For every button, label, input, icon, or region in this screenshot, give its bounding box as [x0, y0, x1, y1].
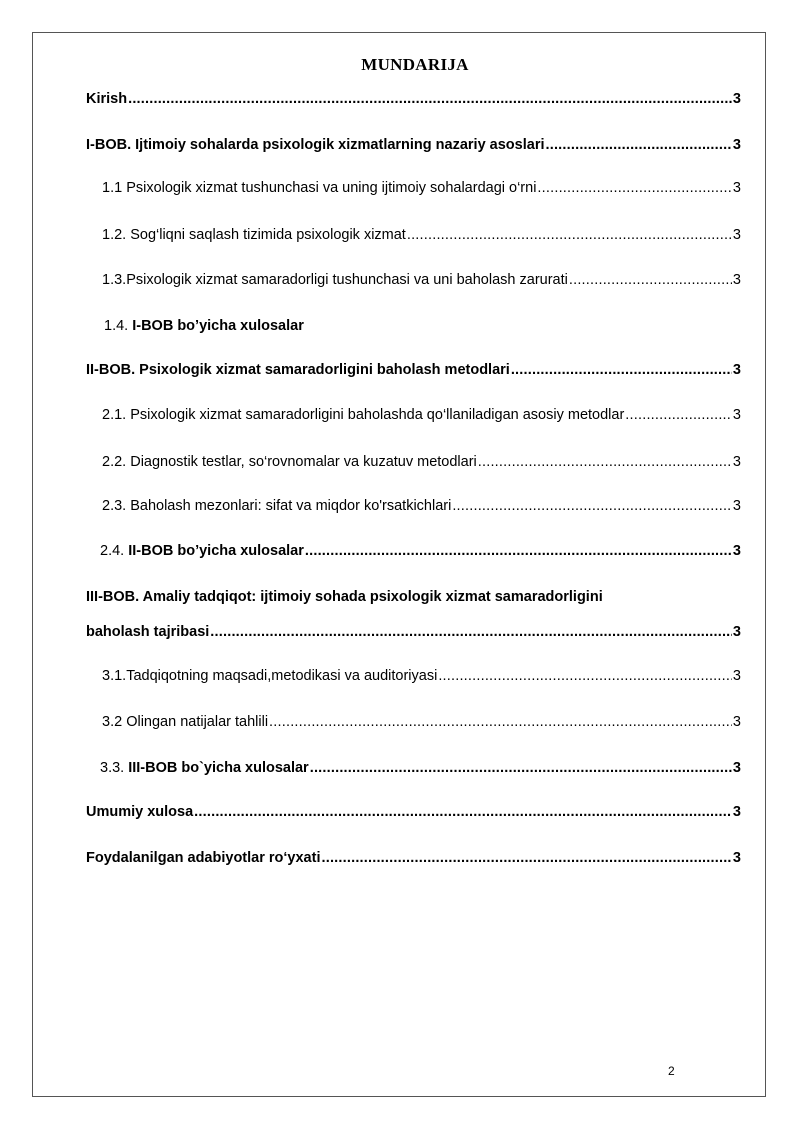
toc-entry-number: 1.1	[102, 180, 127, 196]
toc-entry-chapter-3[interactable]	[86, 622, 741, 642]
dot-leader	[321, 848, 731, 868]
toc-entry-page: 3	[732, 760, 741, 776]
toc-entry-1-1[interactable]	[102, 178, 741, 198]
dot-leader	[310, 758, 732, 778]
dot-leader	[478, 452, 732, 472]
dot-leader	[407, 225, 732, 245]
toc-entry-chapter-2[interactable]	[86, 360, 741, 380]
dot-leader	[625, 405, 732, 425]
toc-entry-label: II-BOB bo’yicha xulosalar	[128, 543, 304, 559]
toc-entry-number: 1.3.	[102, 272, 127, 288]
dot-leader	[452, 496, 732, 516]
dot-leader	[569, 270, 732, 290]
toc-entry-chapter-1[interactable]	[86, 135, 741, 155]
dot-leader	[194, 802, 732, 822]
toc-entry-references[interactable]	[86, 848, 741, 868]
toc-entry-3-1[interactable]	[102, 666, 741, 686]
toc-entry-label: Kirish	[86, 91, 128, 107]
toc-entry-label: Baholash mezonlari: sifat va miqdor ko'rsatkichlari	[130, 498, 452, 514]
dot-leader	[511, 360, 732, 380]
toc-entry-number: 3.1.	[102, 668, 127, 684]
toc-entry-page: 3	[732, 543, 741, 559]
toc-entry-number: 1.4.	[104, 318, 133, 334]
toc-entry-label: I-BOB. Ijtimoiy sohalarda psixologik xizmatlarning nazariy asoslari	[86, 137, 545, 153]
dot-leader	[269, 712, 732, 732]
toc-entry-page: 3	[732, 407, 741, 423]
page-number: 2	[668, 1064, 675, 1078]
toc-entry-page: 3	[732, 91, 741, 107]
dot-leader	[128, 89, 732, 109]
toc-entry-umumiy-xulosa[interactable]	[86, 802, 741, 822]
toc-entry-3-3[interactable]	[100, 758, 741, 778]
toc-entry-number: 2.1.	[102, 407, 131, 423]
toc-entry-2-3[interactable]	[102, 496, 741, 516]
toc-entry-page: 3	[732, 362, 741, 378]
toc-entry-number: 3.2	[102, 714, 127, 730]
toc-entry-1-4[interactable]	[104, 316, 743, 336]
toc-entry-page: 3	[732, 624, 741, 640]
dot-leader	[546, 135, 732, 155]
toc-entry-chapter-3-line-1[interactable]: III-BOB. Amaliy tadqiqot: ijtimoiy sohada psixologik xizmat samaradorligini	[86, 589, 603, 605]
toc-entry-3-2[interactable]	[102, 712, 741, 732]
toc-entry-label: Psixologik xizmat samaradorligini baholashda qo‘llaniladigan asosiy metodlar	[130, 407, 625, 423]
toc-entry-1-3[interactable]	[102, 270, 741, 290]
toc-entry-kirish[interactable]	[86, 89, 741, 109]
toc-entry-page: 3	[732, 180, 741, 196]
toc-entry-page: 3	[732, 498, 741, 514]
toc-entry-label: Sog‘liqni saqlash tizimida psixologik xizmat	[130, 227, 406, 243]
toc-entry-label: Psixologik xizmat samaradorligi tushunchasi va uni baholash zarurati	[126, 272, 568, 288]
toc-entry-page: 3	[732, 850, 741, 866]
toc-entry-label: Foydalanilgan adabiyotlar ro‘yxati	[86, 850, 321, 866]
toc-entry-page: 3	[732, 714, 741, 730]
toc-entry-label: Psixologik xizmat tushunchasi va uning ijtimoiy sohalardagi o‘rni	[126, 180, 537, 196]
dot-leader	[537, 178, 732, 198]
toc-entry-label: Olingan natijalar tahlili	[126, 714, 269, 730]
toc-entry-page: 3	[732, 454, 741, 470]
toc-entry-label: II-BOB. Psixologik xizmat samaradorligini baholash metodlari	[86, 362, 510, 378]
toc-entry-page: 3	[732, 227, 741, 243]
toc-entry-page: 3	[732, 137, 741, 153]
toc-entry-2-2[interactable]	[102, 452, 741, 472]
toc-entry-number: 2.2.	[102, 454, 131, 470]
toc-entry-2-1[interactable]	[102, 405, 741, 425]
toc-entry-1-2[interactable]	[102, 225, 741, 245]
toc-title: MUNDARIJA	[361, 55, 469, 74]
toc-entry-page: 3	[732, 668, 741, 684]
toc-entry-page: 3	[732, 804, 741, 820]
dot-leader	[305, 541, 732, 561]
toc-entry-number: 1.2.	[102, 227, 131, 243]
toc-entry-number: 3.3.	[100, 760, 129, 776]
toc-entry-page: 3	[732, 272, 741, 288]
toc-entry-label: III-BOB bo`yicha xulosalar	[128, 760, 309, 776]
toc-entry-number: 2.3.	[102, 498, 131, 514]
dot-leader	[210, 622, 732, 642]
toc-entry-label: Tadqiqotning maqsadi,metodikasi va auditoriyasi	[126, 668, 438, 684]
toc-entry-2-4[interactable]	[100, 541, 741, 561]
toc-entry-label: baholash tajribasi	[86, 624, 210, 640]
toc-entry-label: Diagnostik testlar, so‘rovnomalar va kuzatuv metodlari	[130, 454, 477, 470]
toc-entry-number: 2.4.	[100, 543, 129, 559]
dot-leader	[438, 666, 732, 686]
toc-entry-label: Umumiy xulosa	[86, 804, 194, 820]
toc-entry-label: I-BOB bo’yicha xulosalar	[132, 318, 304, 334]
